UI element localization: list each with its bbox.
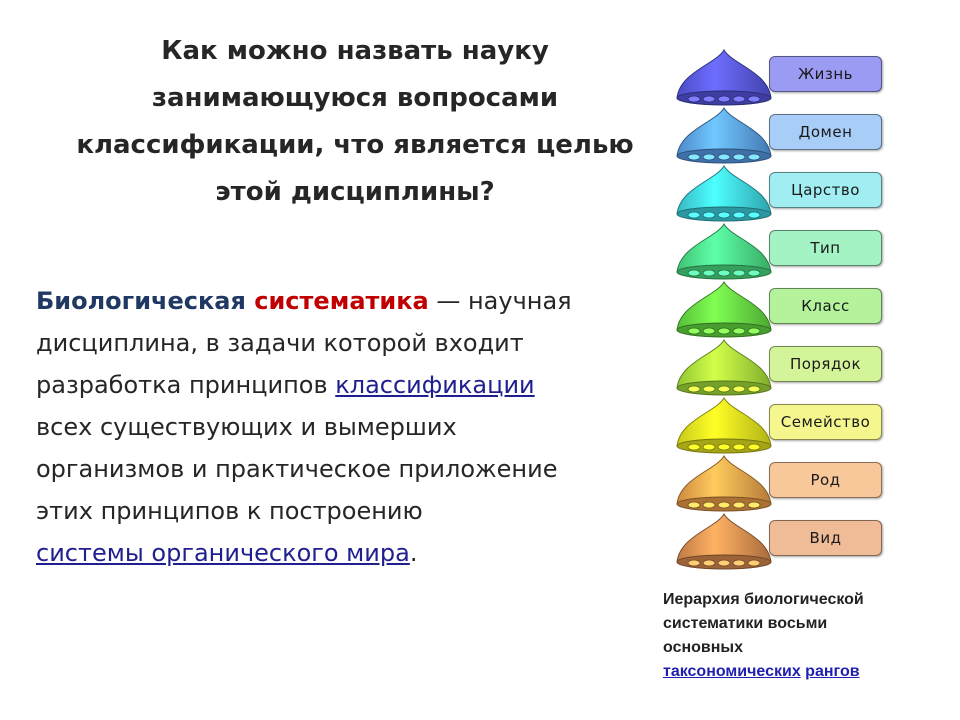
rank-label: Жизнь — [769, 56, 882, 92]
bell-base-dot — [718, 560, 730, 566]
bell-base-dot — [703, 96, 715, 102]
bell-shape — [677, 50, 771, 105]
bell-base-dot — [718, 154, 730, 160]
caption-line: основных — [663, 639, 743, 656]
caption-line: Иерархия биологической — [663, 591, 864, 608]
bell-shape — [677, 166, 771, 221]
bell-base-dot — [703, 212, 715, 218]
caption-line: систематики восьми — [663, 615, 828, 632]
bell-shape — [677, 456, 771, 511]
diagram-caption — [663, 588, 953, 684]
rank-label: Семейство — [769, 404, 882, 440]
rank-label: Тип — [769, 230, 882, 266]
bell-base-dot — [718, 502, 730, 508]
bell-base-dot — [733, 96, 745, 102]
bell-base-dot — [748, 328, 760, 334]
bell-base-dot — [748, 560, 760, 566]
bell-base-dot — [748, 502, 760, 508]
definition-line — [36, 532, 656, 574]
definition-paragraph — [36, 280, 656, 574]
ranks-link[interactable]: рангов — [805, 663, 860, 680]
taxonomic-link[interactable]: таксономических — [663, 663, 801, 680]
bell-base-dot — [733, 444, 745, 450]
bell-base-dot — [688, 502, 700, 508]
bell-base-dot — [688, 154, 700, 160]
bell-base-dot — [703, 560, 715, 566]
bell-base-dot — [748, 386, 760, 392]
bell-base-dot — [748, 270, 760, 276]
classification-link[interactable]: классификации — [335, 371, 535, 399]
definition-text: разработка принципов — [36, 371, 336, 399]
rank-label: Царство — [769, 172, 882, 208]
bell-base-dot — [688, 212, 700, 218]
term-prefix: Биологическая — [36, 287, 255, 315]
bell-base-dot — [748, 444, 760, 450]
rank-label: Класс — [769, 288, 882, 324]
definition-line: всех существующих и вымерших — [36, 413, 457, 441]
bell-base-dot — [703, 154, 715, 160]
bell-base-dot — [703, 386, 715, 392]
definition-line: этих принципов к построению — [36, 497, 423, 525]
rank-label: Вид — [769, 520, 882, 556]
bell-stack — [672, 48, 782, 578]
bell-base-dot — [733, 386, 745, 392]
bell-base-dot — [733, 560, 745, 566]
bell-base-dot — [733, 212, 745, 218]
bell-base-dot — [748, 212, 760, 218]
bell-base-dot — [748, 96, 760, 102]
question-heading — [50, 28, 660, 216]
bell-base-dot — [703, 502, 715, 508]
definition-line: организмов и практическое приложение — [36, 455, 558, 483]
term-suffix: — научная — [428, 287, 572, 315]
bell-shape — [677, 282, 771, 337]
bell-base-dot — [688, 270, 700, 276]
bell-base-dot — [718, 96, 730, 102]
definition-line — [36, 364, 656, 406]
definition-period: . — [409, 539, 418, 567]
question-line: занимающуюся вопросами — [151, 83, 559, 113]
bell-shape — [677, 514, 771, 569]
question-line: этой дисциплины? — [215, 177, 495, 207]
bell-base-dot — [688, 560, 700, 566]
rank-label: Род — [769, 462, 882, 498]
bell-shape — [677, 224, 771, 279]
term-highlight: систематика — [254, 287, 429, 315]
bell-base-dot — [748, 154, 760, 160]
definition-line — [36, 280, 656, 322]
question-line: Как можно назвать науку — [161, 36, 549, 66]
bell-base-dot — [733, 154, 745, 160]
rank-label: Домен — [769, 114, 882, 150]
bell-base-dot — [703, 444, 715, 450]
bell-base-dot — [733, 270, 745, 276]
rank-label: Порядок — [769, 346, 882, 382]
bell-base-dot — [688, 386, 700, 392]
bell-base-dot — [703, 328, 715, 334]
bell-base-dot — [733, 502, 745, 508]
bell-base-dot — [718, 212, 730, 218]
bell-base-dot — [688, 328, 700, 334]
question-line: классификации, что является целью — [76, 130, 634, 160]
caption-line — [663, 660, 953, 684]
bell-base-dot — [733, 328, 745, 334]
bell-base-dot — [718, 386, 730, 392]
bell-shape — [677, 340, 771, 395]
bell-base-dot — [718, 270, 730, 276]
bell-shape — [677, 108, 771, 163]
bell-shape — [677, 398, 771, 453]
organic-world-system-link[interactable]: системы органического мира — [36, 539, 410, 567]
bell-base-dot — [703, 270, 715, 276]
bell-base-dot — [688, 444, 700, 450]
bell-base-dot — [718, 444, 730, 450]
bell-base-dot — [688, 96, 700, 102]
bell-base-dot — [718, 328, 730, 334]
definition-line: дисциплина, в задачи которой входит — [36, 329, 524, 357]
taxonomic-hierarchy-diagram — [672, 48, 888, 578]
